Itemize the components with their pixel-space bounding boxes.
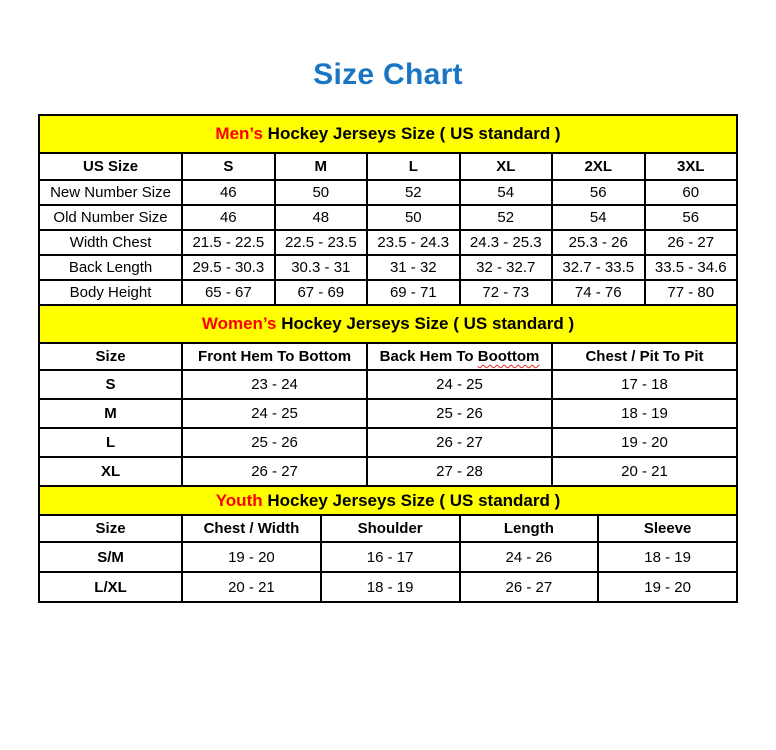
value-cell: 19 - 20	[598, 572, 737, 602]
section-accent-text: Women’s	[201, 314, 277, 333]
column-header-cell: Size	[39, 515, 182, 542]
table-row	[39, 370, 737, 399]
value-cell: 20 - 21	[552, 457, 737, 486]
value-cell: 25 - 26	[367, 399, 552, 428]
row-label-cell: New Number Size	[39, 180, 182, 205]
mens-size-table	[38, 114, 738, 306]
value-cell: 25 - 26	[182, 428, 367, 457]
mens-section-header-row	[39, 115, 737, 153]
size-tables	[38, 114, 738, 603]
section-accent-text: Youth	[215, 490, 263, 510]
value-cell: 18 - 19	[321, 572, 460, 602]
table-row	[39, 428, 737, 457]
value-cell: 24 - 26	[460, 542, 599, 572]
column-header-cell: Chest / Pit To Pit	[552, 343, 737, 370]
value-cell: 56	[552, 180, 644, 205]
value-cell: 65 - 67	[182, 280, 274, 305]
row-label-cell: Back Length	[39, 255, 182, 280]
column-header-cell: US Size	[39, 153, 182, 180]
value-cell: 56	[645, 205, 738, 230]
value-cell: 32 - 32.7	[460, 255, 552, 280]
value-cell: 69 - 71	[367, 280, 459, 305]
value-cell: 31 - 32	[367, 255, 459, 280]
table-row	[39, 457, 737, 486]
column-header-cell: M	[275, 153, 367, 180]
value-cell: 30.3 - 31	[275, 255, 367, 280]
value-cell: 50	[367, 205, 459, 230]
value-cell: 54	[460, 180, 552, 205]
value-cell: 24 - 25	[367, 370, 552, 399]
table-row	[39, 399, 737, 428]
column-header-cell: XL	[460, 153, 552, 180]
column-header-cell: Chest / Width	[182, 515, 321, 542]
row-label-cell: L	[39, 428, 182, 457]
value-cell: 77 - 80	[645, 280, 738, 305]
mens-column-header-row	[39, 153, 737, 180]
mens-section-header: Men’s Hockey Jerseys Size ( US standard )	[39, 115, 737, 153]
youth-size-table	[38, 485, 738, 603]
youth-column-header-row	[39, 515, 737, 542]
column-header-cell: Shoulder	[321, 515, 460, 542]
value-cell: 72 - 73	[460, 280, 552, 305]
table-row	[39, 230, 737, 255]
value-cell: 32.7 - 33.5	[552, 255, 644, 280]
row-label-cell: S/M	[39, 542, 182, 572]
table-row	[39, 280, 737, 305]
value-cell: 25.3 - 26	[552, 230, 644, 255]
column-header-cell: S	[182, 153, 274, 180]
column-header-cell: Length	[460, 515, 599, 542]
row-label-cell: Body Height	[39, 280, 182, 305]
value-cell: 18 - 19	[598, 542, 737, 572]
column-header-cell: Back Hem To Boottom	[367, 343, 552, 370]
row-label-cell: L/XL	[39, 572, 182, 602]
value-cell: 22.5 - 23.5	[275, 230, 367, 255]
value-cell: 23.5 - 24.3	[367, 230, 459, 255]
page-title: Size Chart	[313, 58, 463, 91]
table-row	[39, 572, 737, 602]
value-cell: 26 - 27	[182, 457, 367, 486]
column-header-cell: 3XL	[645, 153, 738, 180]
value-cell: 24.3 - 25.3	[460, 230, 552, 255]
section-accent-text: Men’s	[215, 124, 263, 143]
value-cell: 20 - 21	[182, 572, 321, 602]
youth-section-header-row	[39, 486, 737, 515]
value-cell: 46	[182, 180, 274, 205]
womens-column-header-row	[39, 343, 737, 370]
value-cell: 67 - 69	[275, 280, 367, 305]
value-cell: 60	[645, 180, 738, 205]
value-cell: 50	[275, 180, 367, 205]
misspelled-word: Boottom	[477, 348, 540, 365]
value-cell: 33.5 - 34.6	[645, 255, 738, 280]
column-header-cell: Size	[39, 343, 182, 370]
column-header-cell: 2XL	[552, 153, 644, 180]
value-cell: 26 - 27	[645, 230, 738, 255]
value-cell: 46	[182, 205, 274, 230]
womens-section-header-row	[39, 305, 737, 343]
value-cell: 26 - 27	[460, 572, 599, 602]
value-cell: 74 - 76	[552, 280, 644, 305]
value-cell: 52	[367, 180, 459, 205]
youth-section-header: Youth Hockey Jerseys Size ( US standard )	[39, 486, 737, 515]
table-row	[39, 542, 737, 572]
value-cell: 19 - 20	[552, 428, 737, 457]
value-cell: 27 - 28	[367, 457, 552, 486]
value-cell: 17 - 18	[552, 370, 737, 399]
column-header-cell: Sleeve	[598, 515, 737, 542]
table-row	[39, 255, 737, 280]
table-row	[39, 180, 737, 205]
row-label-cell: Old Number Size	[39, 205, 182, 230]
column-header-cell: Front Hem To Bottom	[182, 343, 367, 370]
value-cell: 18 - 19	[552, 399, 737, 428]
value-cell: 26 - 27	[367, 428, 552, 457]
row-label-cell: XL	[39, 457, 182, 486]
column-header-cell: L	[367, 153, 459, 180]
row-label-cell: S	[39, 370, 182, 399]
womens-section-header: Women’s Hockey Jerseys Size ( US standard )	[39, 305, 737, 343]
value-cell: 21.5 - 22.5	[182, 230, 274, 255]
value-cell: 24 - 25	[182, 399, 367, 428]
value-cell: 29.5 - 30.3	[182, 255, 274, 280]
value-cell: 23 - 24	[182, 370, 367, 399]
value-cell: 19 - 20	[182, 542, 321, 572]
row-label-cell: Width Chest	[39, 230, 182, 255]
row-label-cell: M	[39, 399, 182, 428]
table-row	[39, 205, 737, 230]
value-cell: 16 - 17	[321, 542, 460, 572]
value-cell: 52	[460, 205, 552, 230]
value-cell: 48	[275, 205, 367, 230]
womens-size-table	[38, 304, 738, 487]
value-cell: 54	[552, 205, 644, 230]
